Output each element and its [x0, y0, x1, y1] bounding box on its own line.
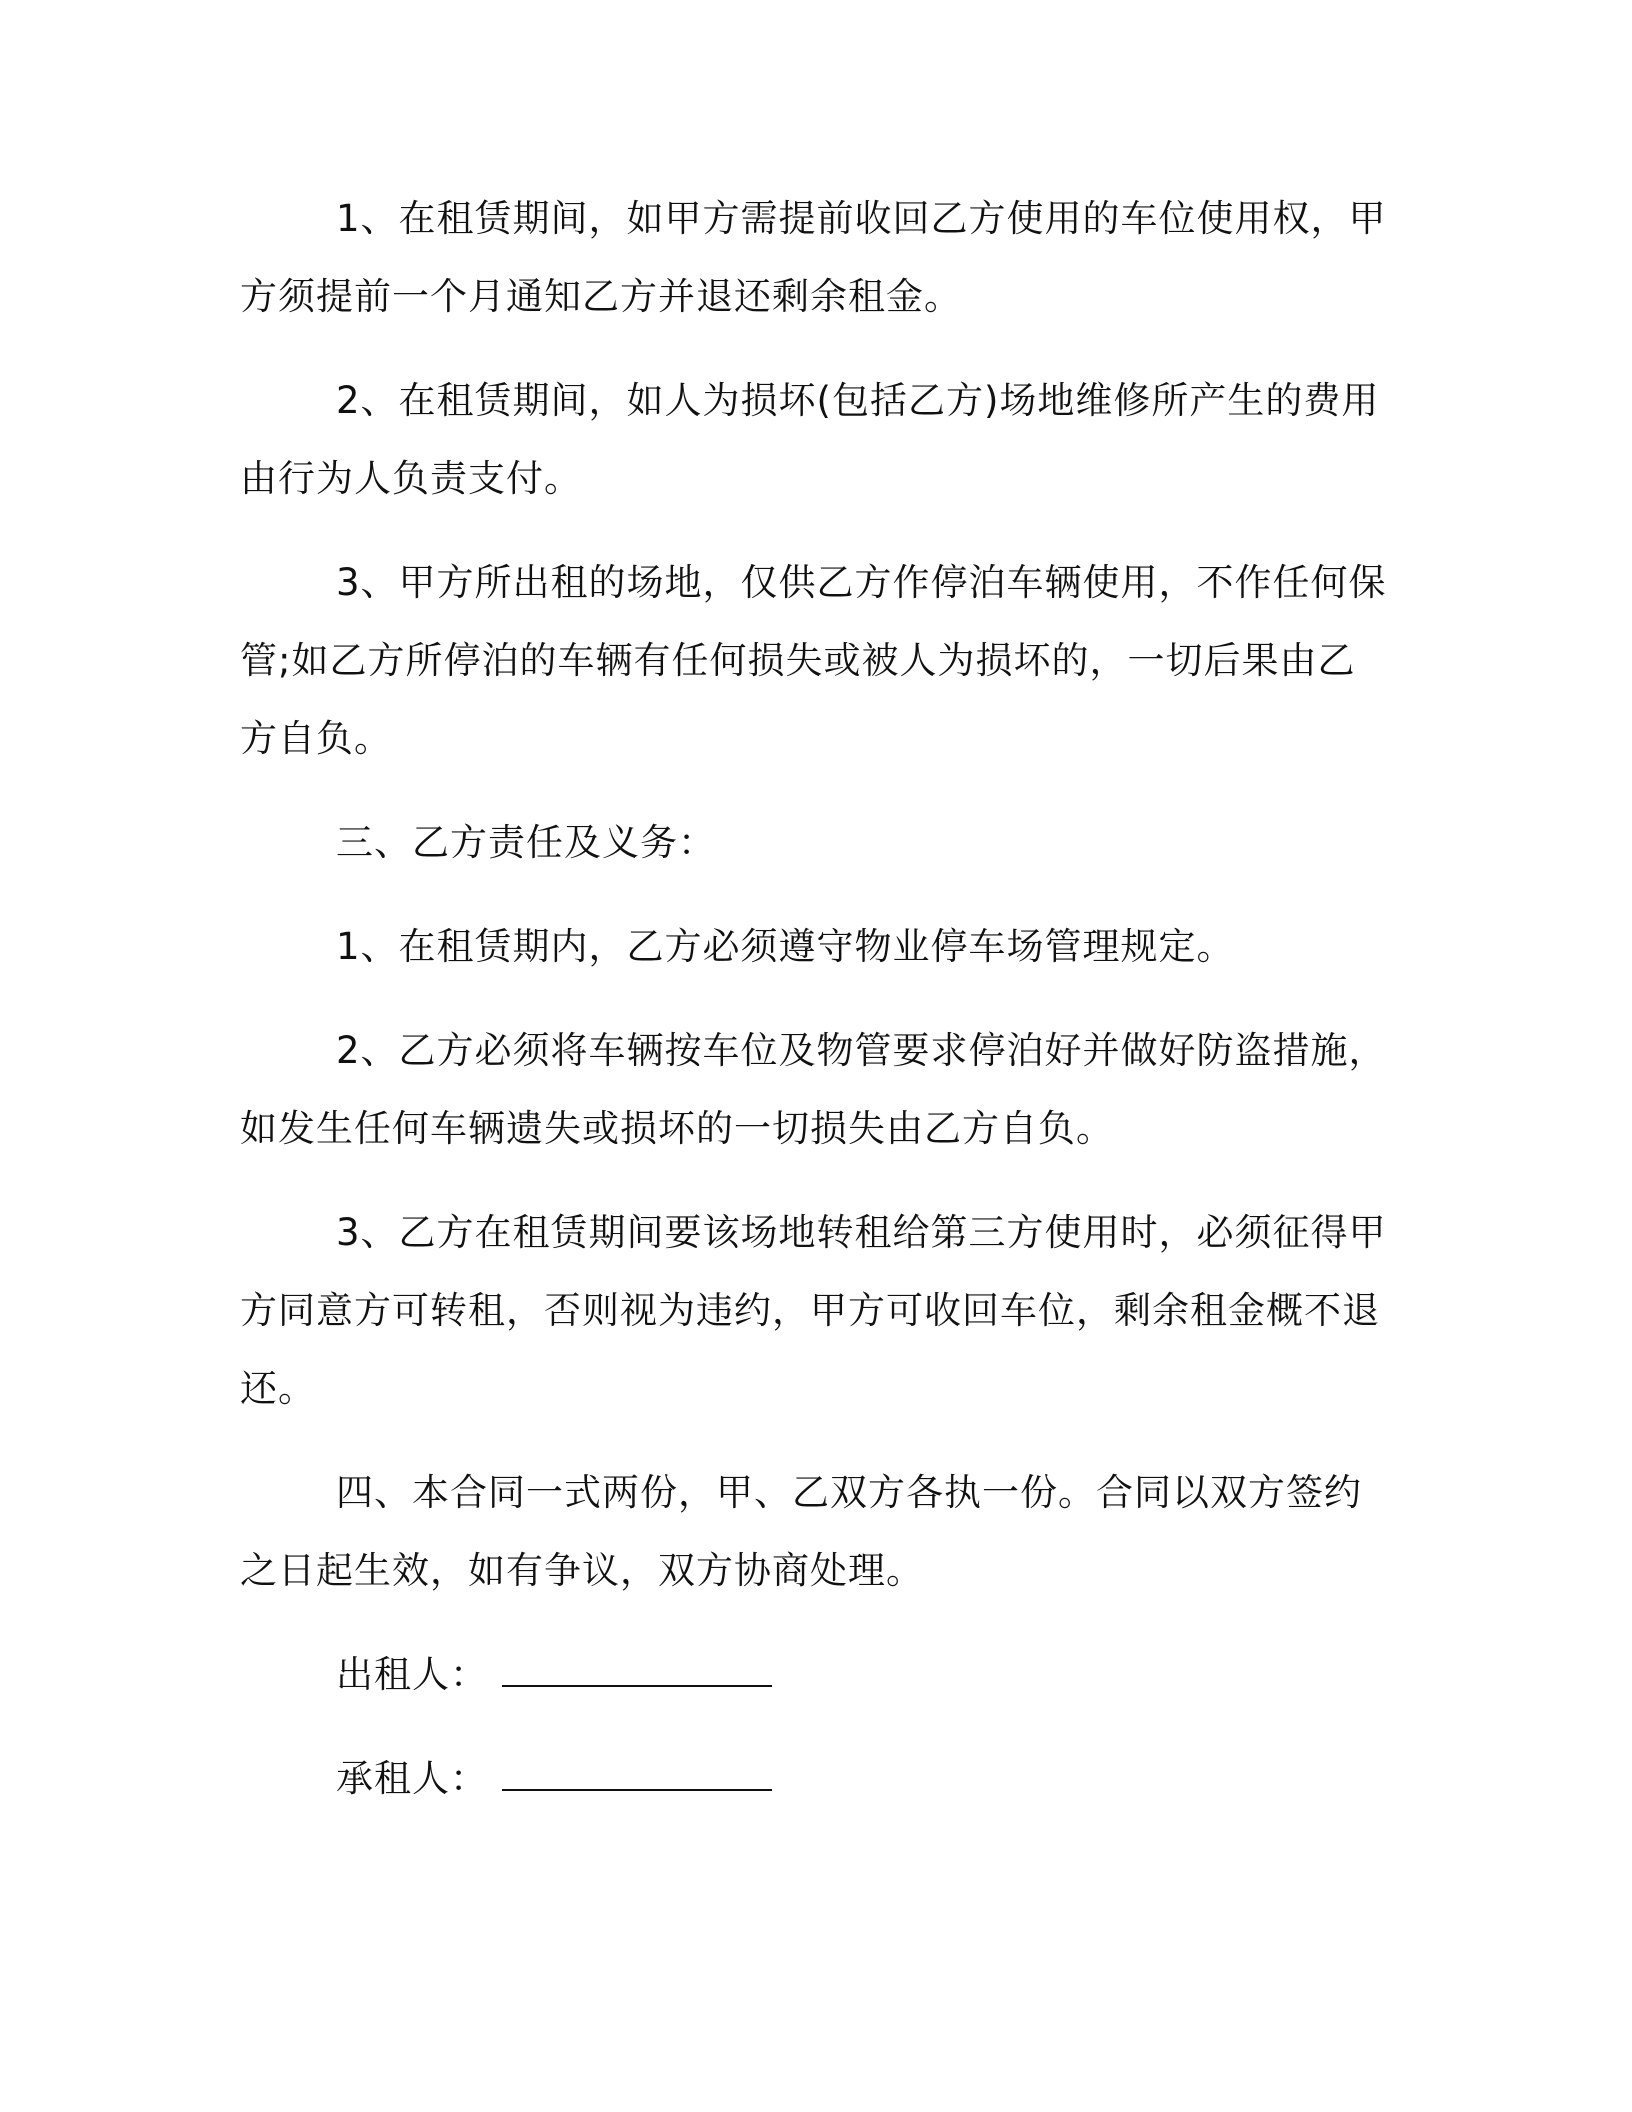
lessor-signature-row	[240, 1636, 1390, 1714]
clause-a-2: 2、在租赁期间，如人为损坏(包括乙方)场地维修所产生的费用由行为人负责支付。	[240, 379, 1380, 500]
section-four-contract-effect: 四、本合同一式两份，甲、乙双方各执一份。合同以双方签约之日起生效，如有争议，双方协商处理。	[240, 1471, 1362, 1592]
section-heading-lessee-duties: 三、乙方责任及义务：	[336, 821, 716, 864]
lessor-label: 出租人：	[336, 1653, 488, 1696]
clause-a-3: 3、甲方所出租的场地，仅供乙方作停泊车辆使用，不作任何保管;如乙方所停泊的车辆有任何损失或被人为损坏的，一切后果由乙方自负。	[240, 561, 1387, 760]
lessor-signature-line[interactable]	[502, 1645, 772, 1687]
clause-b-3: 3、乙方在租赁期间要该场地转租给第三方使用时，必须征得甲方同意方可转租，否则视为违约，甲方可收回车位，剩余租金概不退还。	[240, 1211, 1387, 1410]
clause-b-2: 2、乙方必须将车辆按车位及物管要求停泊好并做好防盗措施，如发生任何车辆遗失或损坏的一切损失由乙方自负。	[240, 1029, 1387, 1150]
clause-a-1: 1、在租赁期间，如甲方需提前收回乙方使用的车位使用权，甲方须提前一个月通知乙方并退还剩余租金。	[240, 197, 1387, 318]
clause-b-1: 1、在租赁期内，乙方必须遵守物业停车场管理规定。	[336, 925, 1235, 968]
lessee-signature-line[interactable]	[502, 1749, 772, 1791]
lessee-label: 承租人：	[336, 1757, 488, 1800]
lessee-signature-row	[240, 1740, 1390, 1818]
document-page	[240, 180, 1390, 1844]
